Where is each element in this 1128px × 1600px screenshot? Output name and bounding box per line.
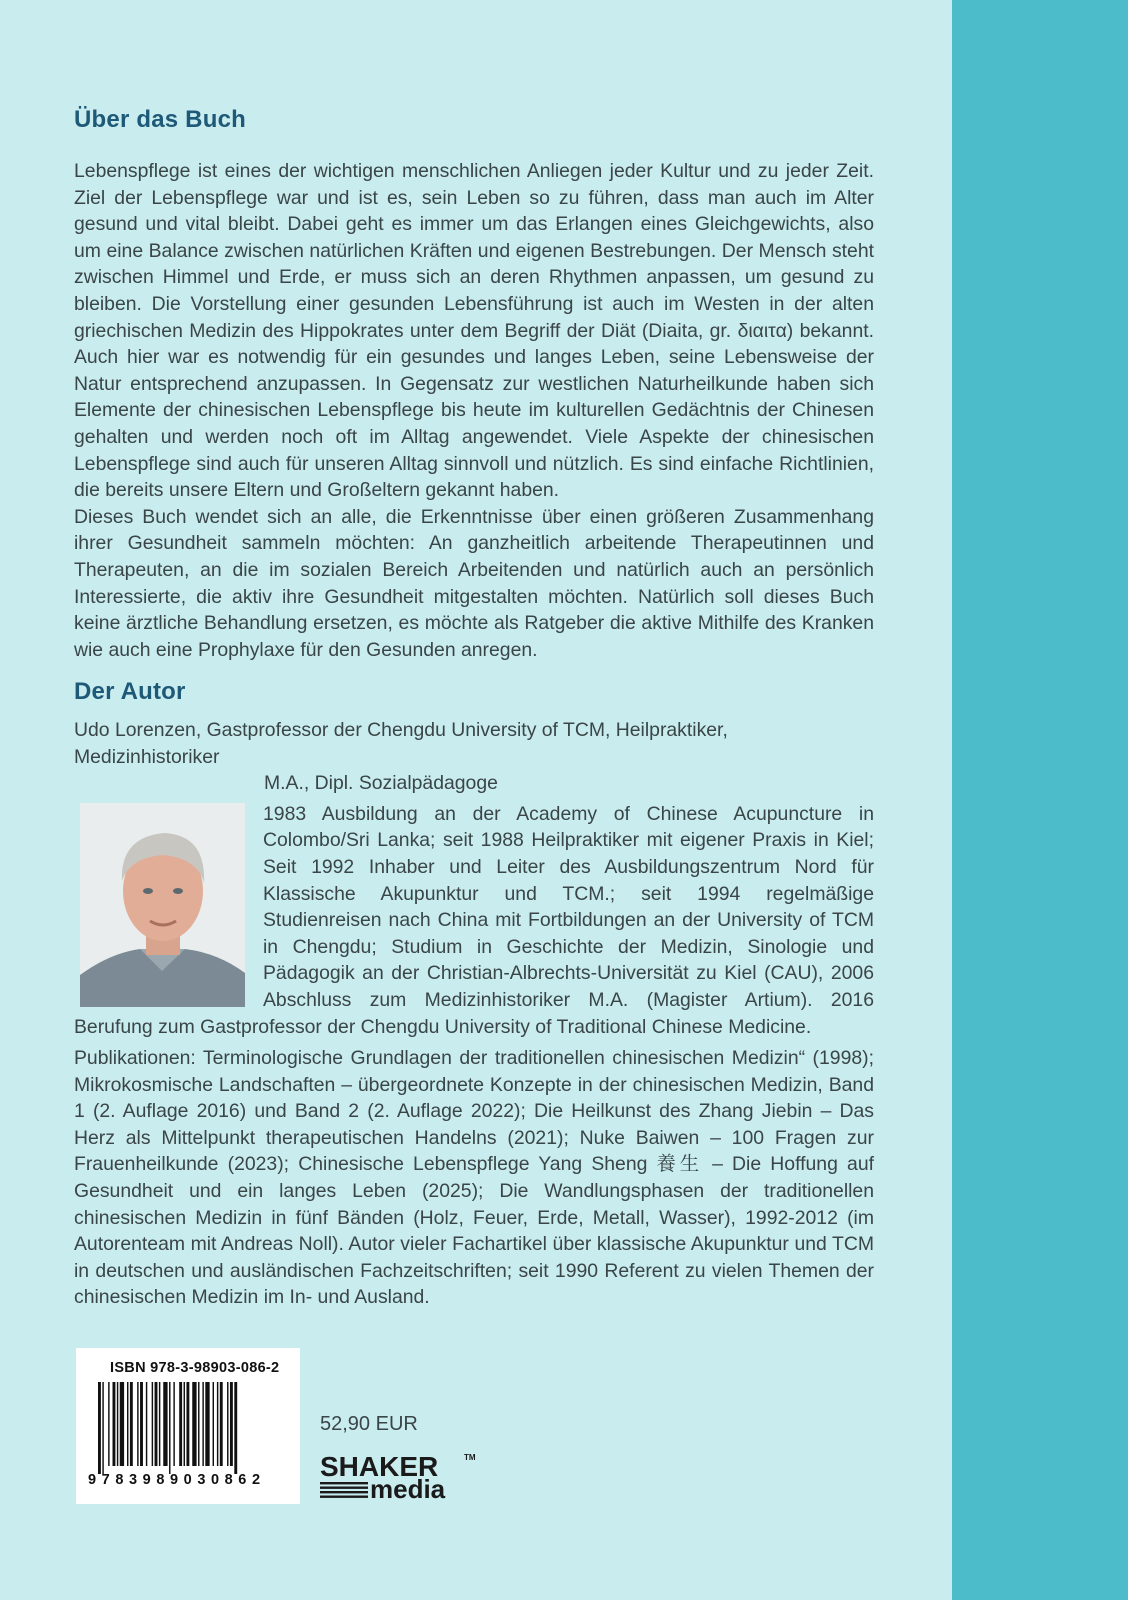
barcode-bar xyxy=(234,1382,237,1474)
logo-tm: TM xyxy=(464,1453,476,1462)
barcode-bar xyxy=(127,1382,128,1466)
book-spine xyxy=(952,0,1128,1600)
section-heading-author: Der Autor xyxy=(74,678,186,705)
barcode-bar xyxy=(137,1382,138,1466)
author-intro-line-1: Udo Lorenzen, Gastprofessor der Chengdu University of TCM, Heilpraktiker, Medizinhistoriker xyxy=(74,719,728,768)
barcode-bar xyxy=(205,1382,209,1466)
barcode-bar xyxy=(98,1382,101,1474)
barcode-label xyxy=(76,1348,300,1504)
barcode-bar xyxy=(117,1382,118,1466)
price-label: 52,90 EUR xyxy=(320,1413,418,1435)
section-heading-about-book: Über das Buch xyxy=(74,106,246,133)
barcode-digits: 9783989030862 xyxy=(88,1472,266,1488)
barcode-bar xyxy=(202,1382,203,1466)
barcode-bar xyxy=(146,1382,147,1466)
author-publications: Publikationen: Terminologische Grundlagen der traditionellen chinesischen Medizin“ (1998); Mikrokosmische Landschaften – übergeordnete Konzepte in der chinesischen Medizin, Band 1 (2. Auflage 2016) und Band 2 (2. Auflage 2022); Die Heilkunst des Zhang Jiebin – Das Herz als Mittelpunkt therapeutischen Handelns (2021); Nuke Baiwen – 100 Fragen zur Frauenheilkunde (2023); Chinesische Lebenspflege Yang Sheng 養生 – Die Hoffung auf Gesundheit und ein langes Leben (2025); Die Wandlungsphasen der traditionellen chinesischen Medizin in fünf Bänden (Holz, Feuer, Erde, Metall, Wasser), 1992-2012 (im Autorenteam mit Andreas Noll). Autor vieler Fachartikel über klassische Akupunktur und TCM in deutschen und ausländischen Fachzeitschriften; seit 1990 Referent zu vielen Themen der chinesischen Medizin im In- und Ausland. xyxy=(74,1047,874,1309)
author-intro xyxy=(74,717,874,797)
barcode-bar xyxy=(220,1382,223,1466)
about-book-paragraph-1: Lebenspflege ist eines der wichtigen menschlichen Anliegen jeder Kultur und zu jeder Zeit. Ziel der Lebenspflege war und ist es, sein Leben so zu führen, dass man auch im Alter gesund und vital bleibt. Dabei geht es immer um das Erlangen eines Gleichgewichts, also um eine Balance zwischen natürlichen Kräften und eigenen Bestrebungen. Der Mensch steht zwischen Himmel und Erde, er muss sich an deren Rhythmen anpassen, um gesund zu bleiben. Die Vorstellung einer gesunden Lebensführung ist auch im Westen in der alten griechischen Medizin des Hippokrates unter dem Begriff der Diät (Diaita, gr. διαιτα) bekannt. Auch hier war es notwendig für ein gesundes und langes Leben, seine Lebensweise der Natur entsprechend anzupassen. In Gegensatz zur westlichen Naturheilkunde haben sich Elemente der chinesischen Lebenspflege bis heute im kulturellen Gedächtnis der Chinesen gehalten und werden noch oft im Alltag angewendet. Viele Aspekte der chinesischen Lebenspflege sind auch für unseren Alltag sinnvoll und nützlich. Es sind einfache Richtlinien, die bereits unsere Eltern und Großeltern gekannt haben. xyxy=(74,160,874,502)
barcode-bar xyxy=(217,1382,218,1466)
barcode-bar xyxy=(102,1382,103,1474)
barcode-bar xyxy=(155,1382,158,1466)
barcode-bar xyxy=(192,1382,196,1466)
barcode-bar xyxy=(159,1382,160,1466)
author-intro-line-2: M.A., Dipl. Sozialpädagoge xyxy=(264,772,498,795)
isbn-text: ISBN 978-3-98903-086-2 xyxy=(110,1360,280,1376)
barcode-bar xyxy=(213,1382,214,1466)
barcode-bar xyxy=(113,1382,116,1466)
author-photo xyxy=(80,803,245,1007)
author-portrait-image xyxy=(80,803,245,1007)
about-book-paragraph-2: Dieses Buch wendet sich an alle, die Erkenntnisse über einen größeren Zusammenhang ihrer Gesundheit sammeln möchten: An ganzheitlich arbeitende Therapeutinnen und Therapeuten, an die im sozialen Bereich Arbeitenden und natürlich auch an persönlich Interessierte, die aktiv ihre Gesundheit mitgestalten möchten. Natürlich soll dieses Buch keine ärztliche Behandlung ersetzen, es möchte als Ratgeber die aktive Mithilfe des Kranken wie auch eine Prophylaxe für den Gesunden anregen. xyxy=(74,505,874,661)
logo-line-2: media xyxy=(370,1474,446,1504)
shaker-media-logo-icon xyxy=(320,1450,480,1510)
author-bio: 1983 Ausbildung an der Academy of Chinese Acupuncture in Colombo/Sri Lanka; seit 1988 Heilpraktiker mit eigener Praxis in Kiel; Seit 1992 Inhaber und Leiter des Ausbildungszentrum Nord für Klassische Akupunktur und TCM.; seit 1994 regelmäßige Studienreisen nach China mit Fortbildungen an der University of TCM in Chengdu; Studium in Geschichte der Medizin, Sinologie und Pädagogik an der Christian-Albrechts-Universität zu Kiel (CAU), 2006 Abschluss zum Medizinhistoriker M.A. (Magister Artium). 2016 Berufung zum Gastprofessor der Chengdu University of Traditional Chinese Medicine. xyxy=(74,802,874,1038)
publisher-logo xyxy=(320,1450,480,1510)
barcode-bar xyxy=(152,1382,153,1466)
barcode-bar xyxy=(227,1382,228,1466)
barcode-bar xyxy=(186,1382,189,1466)
about-book-text xyxy=(74,158,874,663)
barcode-bar xyxy=(184,1382,185,1466)
author-section xyxy=(74,717,874,1040)
barcode-bar xyxy=(163,1382,167,1466)
barcode-bar xyxy=(198,1382,199,1466)
barcode-bar xyxy=(179,1382,182,1466)
barcode-bar xyxy=(130,1382,133,1466)
logo-line-1: SHAKER xyxy=(320,1451,439,1482)
barcode-bar xyxy=(120,1382,124,1466)
barcode-bar xyxy=(230,1382,233,1466)
barcode-bar xyxy=(173,1382,174,1466)
barcode-bar xyxy=(140,1382,143,1466)
barcode-bar xyxy=(169,1382,170,1474)
barcode-bar xyxy=(108,1382,109,1466)
